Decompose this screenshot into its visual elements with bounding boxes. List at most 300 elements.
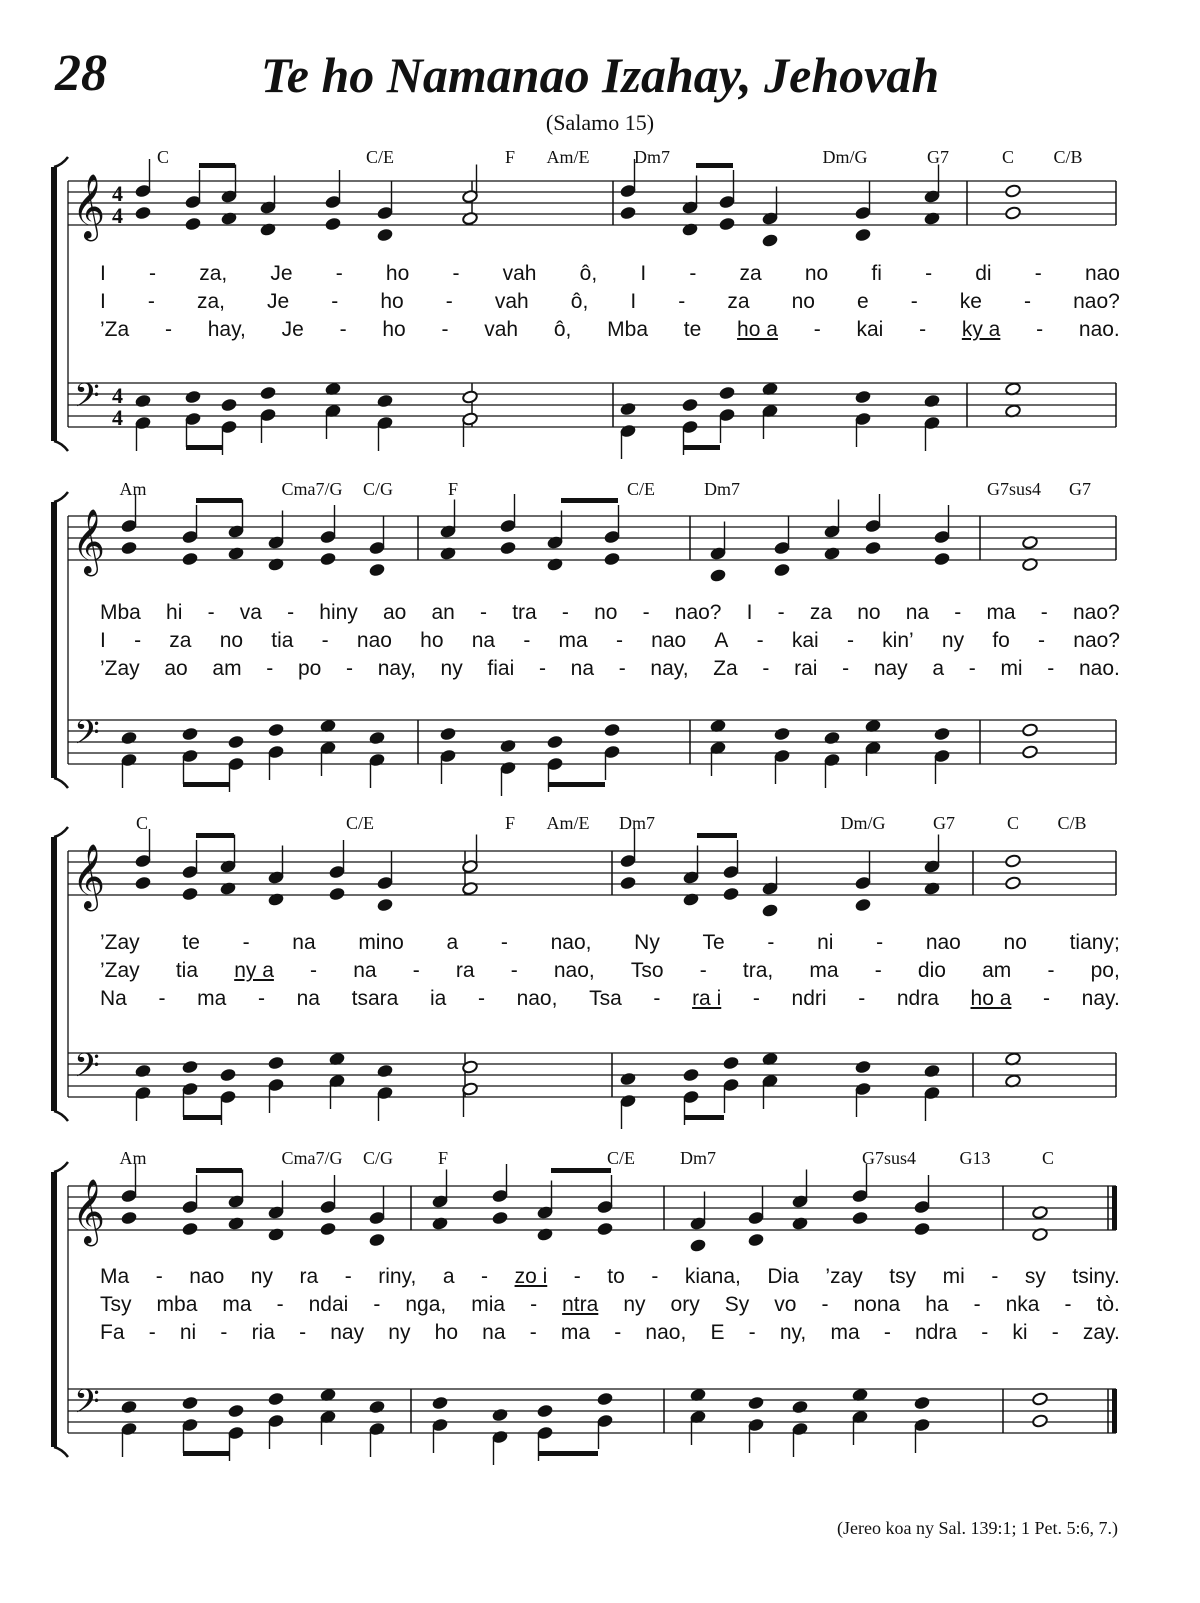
lyric-syllable: ha [925,1293,949,1316]
lyric-hyphen: - [653,987,661,1010]
lyric-hyphen: - [614,1321,622,1344]
lyric-syllable: di [975,262,992,285]
lyric-syllable: na [905,601,930,624]
treble-note-head [934,552,951,566]
bass-note-head [377,394,394,408]
lyric-syllable: ny [623,1293,646,1316]
lyric-syllable: nay [330,1321,365,1344]
lyric-hyphen: - [164,318,172,341]
treble-note-head [135,206,152,220]
lyric-syllable: fiai [487,657,515,680]
treble-note-head [500,541,517,555]
treble-beam [199,163,235,168]
lyric-syllable: ma [830,1321,860,1344]
chord-symbol: Dm7 [704,479,740,499]
bass-note-head [924,1064,941,1078]
lyric-syllable: dio [917,959,946,982]
lyric-hyphen: - [846,629,854,652]
bass-note-head [597,1392,614,1406]
lyric-line-verse-2 [100,959,1120,983]
lyric-syllable: nao. [1078,657,1120,680]
lyric-syllable: nay. [1081,987,1120,1010]
treble-note-head [855,898,872,912]
lyric-line-verse-2 [100,290,1120,314]
lyric-hyphen: - [678,290,686,313]
lyric-syllable: hi [166,601,183,624]
treble-clef-icon: 𝄞 [72,1179,106,1244]
system-4-bracket-top [54,1162,68,1172]
lyric-syllable: nay, [650,657,689,680]
lyric-syllable: ma [197,987,227,1010]
lyric-syllable: tsy [889,1265,917,1288]
chord-symbol: G7sus4 [861,1148,917,1168]
lyric-syllable: vo [774,1293,797,1316]
lyric-syllable: A [714,629,729,652]
chord-symbol: Dm7 [634,147,670,167]
chord-symbol: C [156,147,170,167]
lyric-syllable: nao? [1073,290,1120,313]
bass-time-signature-top: 4 [112,383,123,408]
lyric-syllable: nao, [550,931,592,954]
treble-note-head [1005,206,1022,220]
lyric-syllable: nao, [645,1321,687,1344]
lyric-syllable: no [804,262,829,285]
chord-symbol: C/G [362,1148,394,1168]
bass-note-head [268,723,285,737]
lyric-syllable: kin’ [882,629,914,652]
lyric-syllable: zay. [1082,1321,1120,1344]
lyric-hyphen: - [561,601,569,624]
lyric-syllable: ho a [970,987,1012,1010]
lyric-syllable: za [169,629,192,652]
lyric-line-verse-3 [100,987,1120,1011]
lyric-syllable: vah [502,262,537,285]
lyric-syllable: ho [420,629,444,652]
lyric-syllable: Fa [100,1321,125,1344]
lyric-hyphen: - [651,1265,659,1288]
lyric-syllable: tò. [1096,1293,1120,1316]
bass-clef-icon: 𝄢 [74,1047,100,1093]
treble-beam [196,833,234,838]
chord-symbol: G7 [1069,479,1091,499]
lyric-hyphen: - [689,262,697,285]
bass-note-head [221,398,238,412]
lyric-hyphen: - [207,601,215,624]
bass-note-head [824,731,841,745]
chord-symbol: G7 [927,147,949,167]
lyric-line-verse-2 [100,1293,1120,1317]
treble-note-head [185,217,202,231]
treble-note-head [762,233,779,247]
chord-symbol: Dm7 [680,1148,716,1168]
lyric-syllable: ra [299,1265,319,1288]
treble-note-head [320,1222,337,1236]
lyric-hyphen: - [147,290,155,313]
chord-symbol: Am/E [546,147,590,167]
bass-note-head [1032,1392,1049,1406]
lyric-syllable: ny a [234,959,274,982]
lyric-syllable: Ny [634,931,660,954]
lyric-syllable: nao? [674,601,722,624]
chord-symbol: C/B [1053,147,1083,167]
treble-time-signature-bottom: 4 [112,203,123,228]
lyric-syllable: ndai [308,1293,349,1316]
lyric-syllable: nao [189,1265,225,1288]
bass-beam [684,1115,724,1120]
bass-beam [186,445,222,450]
lyric-hyphen: - [874,959,882,982]
lyric-syllable: a [932,657,945,680]
lyric-syllable: no [219,629,244,652]
lyric-syllable: vah [494,290,529,313]
treble-beam [561,498,618,503]
bass-note-head [135,1064,152,1078]
treble-note-head [762,903,779,917]
bass-note-head [377,1064,394,1078]
lyric-syllable: tsara [351,987,399,1010]
chord-symbol: C [1001,147,1015,167]
lyric-hyphen: - [445,290,453,313]
lyric-syllable: Ma [100,1265,130,1288]
scripture-reference: (Jereo koa ny Sal. 139:1; 1 Pet. 5:6, 7.) [837,1518,1118,1538]
treble-note-head [620,876,637,890]
treble-note-head [914,1222,931,1236]
lyric-syllable: I [100,290,106,313]
lyric-syllable: na [471,629,496,652]
system-1-bracket-top [54,157,68,167]
bass-note-head [855,390,872,404]
lyric-syllable: nao? [1073,629,1120,652]
lyric-syllable: ria [251,1321,275,1344]
lyric-syllable: ny, [779,1321,807,1344]
lyric-syllable: nao, [516,987,558,1010]
bass-note-head [924,394,941,408]
chord-symbol: Am [119,1148,147,1168]
lyric-syllable: za, [196,290,225,313]
lyric-syllable: kai [791,629,819,652]
lyric-syllable: ho [380,290,404,313]
lyric-syllable: ao [382,601,407,624]
treble-clef-icon: 𝄞 [72,174,106,239]
treble-note-head [320,552,337,566]
chord-symbol: Dm7 [619,813,655,833]
chord-symbol: F [447,479,459,499]
lyric-syllable: mi [942,1265,965,1288]
bass-note-head [620,1072,637,1086]
treble-note-head [604,552,621,566]
lyric-syllable: mi [1000,657,1023,680]
lyric-hyphen: - [968,657,976,680]
lyric-hyphen: - [756,629,764,652]
bass-note-head [220,1068,237,1082]
system-3-bracket-bottom [54,1111,68,1121]
lyric-syllable: ô, [579,262,598,285]
lyric-syllable: hiny [319,601,358,624]
lyric-hyphen: - [158,987,166,1010]
lyric-syllable: Sy [724,1293,750,1316]
lyric-syllable: ho a [737,318,778,341]
lyric-syllable: ky a [961,318,1001,341]
lyric-syllable: tra [512,601,537,624]
lyric-hyphen: - [919,318,927,341]
lyric-syllable: rai [794,657,818,680]
lyric-hyphen: - [480,601,488,624]
bass-note-head [432,1396,449,1410]
lyric-syllable: ny [440,657,463,680]
lyric-syllable: vah [484,318,519,341]
lyric-hyphen: - [155,1265,163,1288]
bass-note-head [1032,1414,1049,1428]
lyric-hyphen: - [883,1321,891,1344]
bass-note-head [774,727,791,741]
lyric-hyphen: - [452,262,460,285]
lyric-hyphen: - [510,959,518,982]
bass-note-head [369,731,386,745]
bass-clef-icon: 𝄢 [74,377,100,423]
system-3-bracket-top [54,827,68,837]
lyric-hyphen: - [530,1293,538,1316]
treble-note-head [369,563,386,577]
lyric-hyphen: - [242,931,250,954]
lyric-line-verse-3 [100,1321,1120,1345]
lyric-syllable: ô, [570,290,589,313]
lyric-hyphen: - [642,601,650,624]
lyric-syllable: nao? [1072,601,1120,624]
chord-symbol: Dm/G [840,813,886,833]
treble-beam [551,1168,611,1173]
lyric-syllable: no [594,601,618,624]
lyric-syllable: kiana, [684,1265,741,1288]
lyric-syllable: tia [175,959,199,982]
chord-symbol: C [1006,813,1020,833]
lyric-line-verse-1 [100,601,1120,625]
lyric-syllable: nay [873,657,908,680]
lyric-hyphen: - [991,1265,999,1288]
lyric-syllable: ’zay [825,1265,863,1288]
lyric-hyphen: - [1034,262,1042,285]
lyric-syllable: za [809,601,833,624]
treble-note-head [1005,876,1022,890]
bass-note-head [682,398,699,412]
lyric-syllable: po [297,657,322,680]
bass-note-head [260,386,277,400]
lyric-syllable: Tso [630,959,664,982]
bass-beam [683,445,720,450]
lyric-syllable: tia [271,629,294,652]
lyric-hyphen: - [1043,987,1051,1010]
lyric-line-verse-1 [100,931,1120,955]
chord-symbol: F [437,1148,449,1168]
lyric-syllable: ndra [914,1321,958,1344]
treble-note-head [182,887,199,901]
bass-note-head [537,1404,554,1418]
lyric-hyphen: - [813,318,821,341]
bass-note-head [268,1056,285,1070]
bass-note-head [604,723,621,737]
lyric-syllable: e [856,290,869,313]
lyric-syllable: ki [1012,1321,1028,1344]
bass-note-head [934,727,951,741]
bass-time-signature-bottom: 4 [112,405,123,430]
lyric-syllable: na [353,959,377,982]
bass-note-head [228,1404,245,1418]
lyric-syllable: I [100,629,106,652]
system-1-bracket-bottom [54,441,68,451]
lyric-hyphen: - [615,629,623,652]
lyric-hyphen: - [481,1265,489,1288]
bass-clef-icon: 𝄢 [74,1383,100,1429]
final-barline-thick [1112,1389,1117,1433]
bass-note-head [500,739,517,753]
lyric-syllable: za, [199,262,228,285]
lyric-syllable: riny, [378,1265,417,1288]
chord-symbol: Dm/G [822,147,868,167]
treble-note-head [597,1222,614,1236]
lyric-hyphen: - [981,1321,989,1344]
bass-note-head [121,731,138,745]
lyric-hyphen: - [1038,629,1046,652]
lyric-syllable: ra [455,959,475,982]
lyric-syllable: na [570,657,595,680]
lyric-hyphen: - [752,987,760,1010]
lyric-syllable: Te [702,931,725,954]
bass-note-head [440,727,457,741]
lyric-syllable: no [857,601,881,624]
lyric-hyphen: - [573,1265,581,1288]
lyric-syllable: nao [1084,262,1120,285]
bass-note-head [185,390,202,404]
lyric-syllable: Je [270,262,293,285]
bass-note-head [1022,723,1039,737]
bass-note-head [723,1056,740,1070]
lyric-syllable: ho [382,318,406,341]
lyric-hyphen: - [477,987,485,1010]
lyric-syllable: no [1003,931,1027,954]
lyric-hyphen: - [257,987,265,1010]
lyric-hyphen: - [321,629,329,652]
lyric-syllable: mino [358,931,404,954]
lyric-syllable: za [739,262,762,285]
bass-note-head [855,1060,872,1074]
treble-time-signature-top: 4 [112,181,123,206]
lyric-syllable: ntra [562,1293,599,1316]
bass-note-head [492,1408,509,1422]
lyric-syllable: ia [429,987,447,1010]
lyric-syllable: E [710,1321,725,1344]
chord-symbol: C/G [362,479,394,499]
system-2-bracket-bottom [54,778,68,788]
lyric-hyphen: - [876,931,884,954]
lyric-syllable: Mba [100,601,141,624]
lyric-syllable: ny [388,1321,411,1344]
lyric-syllable: fi [871,262,882,285]
treble-note-head [620,206,637,220]
treble-note-head [377,228,394,242]
bass-note-head [182,727,199,741]
lyric-syllable: nao [651,629,687,652]
bass-note-head [462,390,479,404]
lyric-hyphen: - [1036,318,1044,341]
lyric-syllable: nga, [405,1293,447,1316]
chord-symbol: Cma7/G [281,479,343,499]
bass-beam [183,1451,229,1456]
chord-symbol: G13 [959,1148,991,1168]
treble-note-head [121,1211,138,1225]
lyric-line-verse-1 [100,262,1120,286]
song-number: 28 [55,45,107,102]
bass-note-head [182,1396,199,1410]
chord-symbol: C [1041,1148,1055,1168]
lyric-syllable: tiany; [1069,931,1120,954]
song-subtitle: (Salamo 15) [545,110,655,135]
final-barline-thick [1112,1186,1117,1230]
lyric-hyphen: - [310,959,318,982]
lyric-hyphen: - [220,1321,228,1344]
bass-note-head [620,402,637,416]
chord-symbol: C/E [626,479,656,499]
lyric-hyphen: - [767,931,775,954]
chord-symbol: C [135,813,149,833]
lyric-syllable: Dia [767,1265,799,1288]
lyric-syllable: mba [156,1293,198,1316]
lyric-syllable: za [727,290,750,313]
song-title: Te ho Namanao Izahay, Jehovah [260,47,940,103]
lyric-syllable: ra i [692,987,722,1010]
lyric-hyphen: - [344,1265,352,1288]
treble-note-head [135,876,152,890]
treble-note-head [719,217,736,231]
bass-note-head [719,386,736,400]
treble-note-head [182,1222,199,1236]
lyric-syllable: ’Zay [100,931,140,954]
lyric-hyphen: - [523,629,531,652]
lyric-syllable: ny [250,1265,273,1288]
lyric-syllable: ma [222,1293,252,1316]
lyric-syllable: ndra [896,987,939,1010]
treble-beam [196,498,242,503]
lyric-syllable: ma [809,959,839,982]
treble-note-head [1005,854,1022,868]
lyric-syllable: an [431,601,455,624]
treble-note-head [325,217,342,231]
bass-note-head [1022,745,1039,759]
lyric-syllable: ao [164,657,188,680]
lyric-syllable: kai [856,318,884,341]
treble-note-head [710,568,727,582]
lyric-hyphen: - [276,1293,284,1316]
lyric-syllable: tra, [742,959,774,982]
chord-symbol: C/B [1057,813,1087,833]
lyric-syllable: na [292,931,316,954]
system-4-bracket-bottom [54,1447,68,1457]
bass-beam [548,782,605,787]
treble-note-head [492,1211,509,1225]
chord-symbol: C/E [365,147,395,167]
lyric-syllable: Za [713,657,738,680]
lyric-syllable: ho [434,1321,458,1344]
lyric-hyphen: - [134,629,142,652]
lyric-syllable: ma [558,629,588,652]
bass-clef-icon: 𝄢 [74,714,100,760]
lyric-line-verse-2 [100,629,1120,653]
lyric-syllable: nao [356,629,392,652]
treble-note-head [329,887,346,901]
treble-note-head [369,1233,386,1247]
lyric-syllable: Tsa [589,987,622,1010]
chord-symbol: G7 [933,813,955,833]
lyric-syllable: ’Zay [100,657,140,680]
lyric-hyphen: - [529,1321,537,1344]
